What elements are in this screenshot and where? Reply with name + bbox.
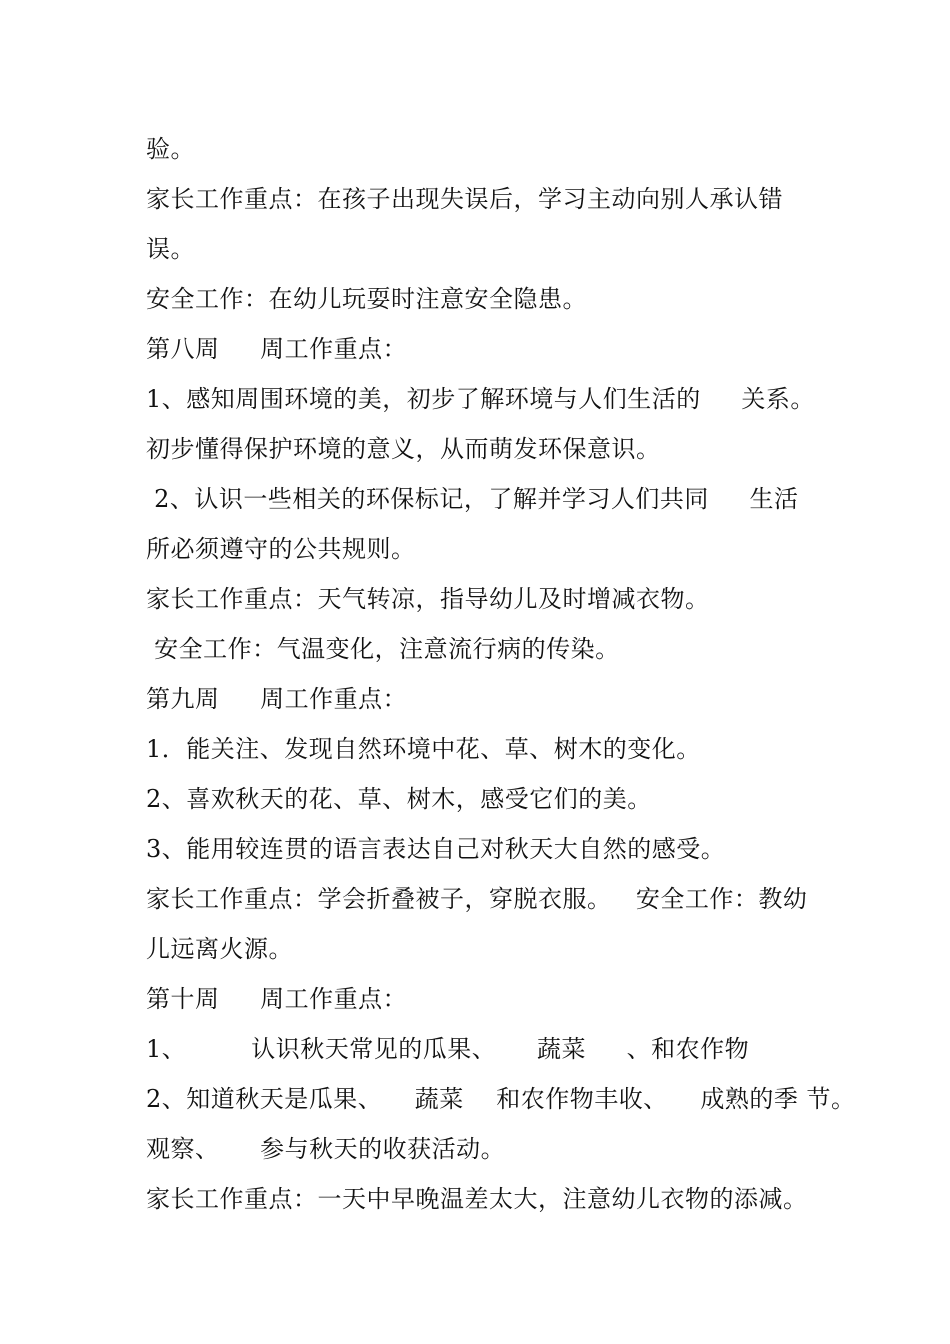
text-line: 1．能关注、发现自然环境中花、草、树木的变化。 [146,735,701,763]
text-line: 所必须遵守的公共规则。 [146,535,416,563]
text-line: 家长工作重点：天气转凉，指导幼儿及时增减衣物。 [146,585,710,613]
text-line: 初步懂得保护环境的意义，从而萌发环保意识。 [146,435,661,463]
text-line: 儿远离火源。 [146,935,293,963]
text-line: 家长工作重点：在孩子出现失误后，学习主动向别人承认错 [146,185,783,213]
text-line: 安全工作：气温变化，注意流行病的传染。 [146,635,620,663]
text-line: 2、喜欢秋天的花、草、树木，感受它们的美。 [146,785,652,813]
text-line: 2、认识一些相关的环保标记，了解并学习人们共同 生活 [146,485,799,513]
text-line: 1、 认识秋天常见的瓜果、 蔬菜 、和农作物 [146,1035,750,1063]
text-line: 家长工作重点：学会折叠被子，穿脱衣服。 安全工作：教幼 [146,885,808,913]
text-line: 1、感知周围环境的美，初步了解环境与人们生活的 关系。 [146,385,815,413]
section-heading-week-9: 第九周 周工作重点： [146,685,408,713]
text-line: 观察、 参与秋天的收获活动。 [146,1135,506,1163]
text-line: 验。 [146,135,195,163]
text-line: 2、知道秋天是瓜果、 蔬菜 和农作物丰收、 成熟的季 节。 [146,1085,856,1113]
text-line: 误。 [146,235,195,263]
text-line: 3、能用较连贯的语言表达自己对秋天大自然的感受。 [146,835,726,863]
text-line: 安全工作：在幼儿玩耍时注意安全隐患。 [146,285,587,313]
section-heading-week-10: 第十周 周工作重点： [146,985,408,1013]
text-line: 家长工作重点：一天中早晚温差太大，注意幼儿衣物的添减。 [146,1185,808,1213]
section-heading-week-8: 第八周 周工作重点： [146,335,408,363]
